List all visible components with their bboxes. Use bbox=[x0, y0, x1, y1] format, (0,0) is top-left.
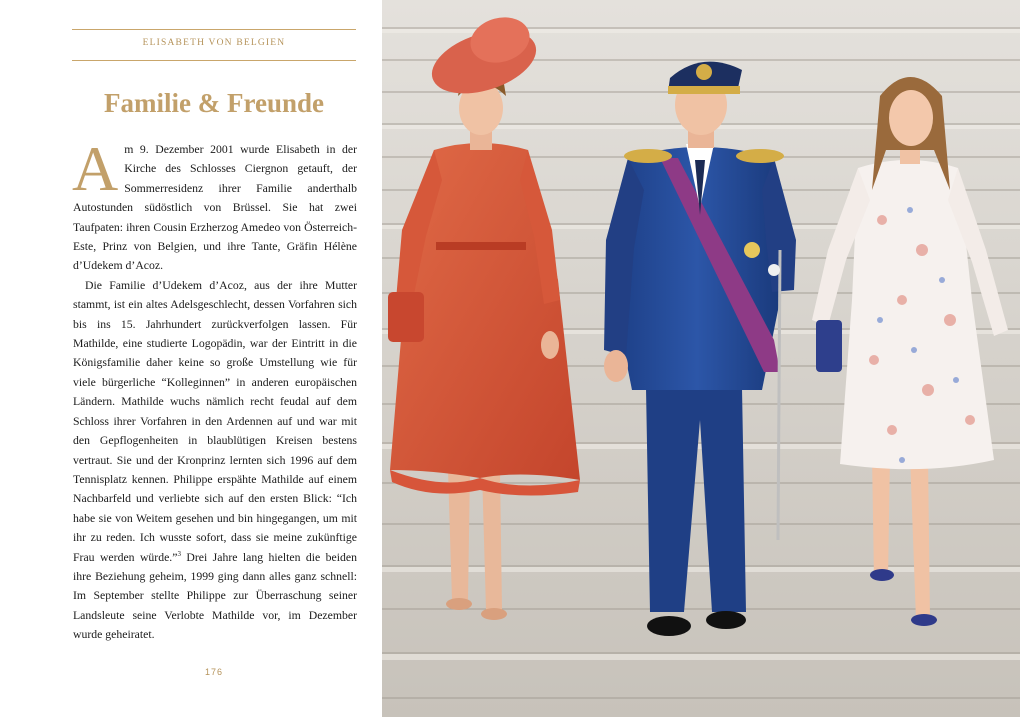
header-rule-bottom bbox=[72, 60, 356, 61]
paragraph-2-text-b: Drei Jahre lang hielten die beiden ihre Beziehung geheim, 1999 ging dann alles ganz schnell: Im September stellte Philippe zur Überraschung seiner Landsleute seine Verlobte Mathilde vor, im Dezember wurde geheiratet. bbox=[73, 550, 357, 642]
paragraph-2-text-a: Die Familie d’Udekem d’Acoz, aus der ihre Mutter stammt, ist ein altes Adelsgeschlecht, dessen Vorfahren sich bis ins 15. Jahrhundert zurückverfolgen lassen. Für Mathilde, eine studierte Logopädin, war der Eintritt in die Königsfamilie daher keine so große Umstellung wie für viele bürgerliche “Kolleginnen” in anderen europäischen Ländern. Mathilde wuchs nämlich recht feudal auf dem Schloss ihrer Vorfahren in den Ardennen auf und war mit den Gepflogenheiten in blaublütigen Kreisen bestens vertraut. Sie und der Kronprinz lernten sich 1996 auf dem Tennisplatz kennen. Philippe erspähte Mathilde auf einem Nachbarfeld und verliebte sich auf den ersten Blick: “Ich habe sie von Weitem gesehen und bin hingegangen, um mit ihr zu reden. Ich wusste sofort, dass sie meine zukünftige Frau werden würde.” bbox=[73, 278, 357, 564]
running-head: ELISABETH VON BELGIEN bbox=[142, 38, 286, 48]
header-rule-top bbox=[72, 29, 356, 30]
body-text bbox=[72, 133, 357, 645]
family-photo bbox=[382, 0, 1020, 717]
chapter-title: Familie & Freunde bbox=[104, 88, 324, 118]
page-number: 176 bbox=[204, 667, 224, 677]
paragraph-2 bbox=[73, 276, 357, 645]
paragraph-1-text: m 9. Dezember 2001 wurde Elisabeth in der Kirche des Schlosses Ciergnon getauft, der Sommerresidenz ihrer Familie anderthalb Autostunden südöstlich von Brüssel. Sie hat zwei Taufpaten: ihren Cousin Erzherzog Amedeo von Österreich-Este, Prinz von Belgien, und ihre Tante, Gräfin Hélène d’Udekem d’Acoz. bbox=[73, 143, 357, 273]
left-page bbox=[0, 0, 382, 717]
drop-cap: A bbox=[72, 133, 119, 204]
photo-illustration bbox=[382, 0, 1020, 717]
footnote-ref[interactable]: 3 bbox=[177, 549, 181, 558]
paragraph-1 bbox=[72, 133, 357, 276]
